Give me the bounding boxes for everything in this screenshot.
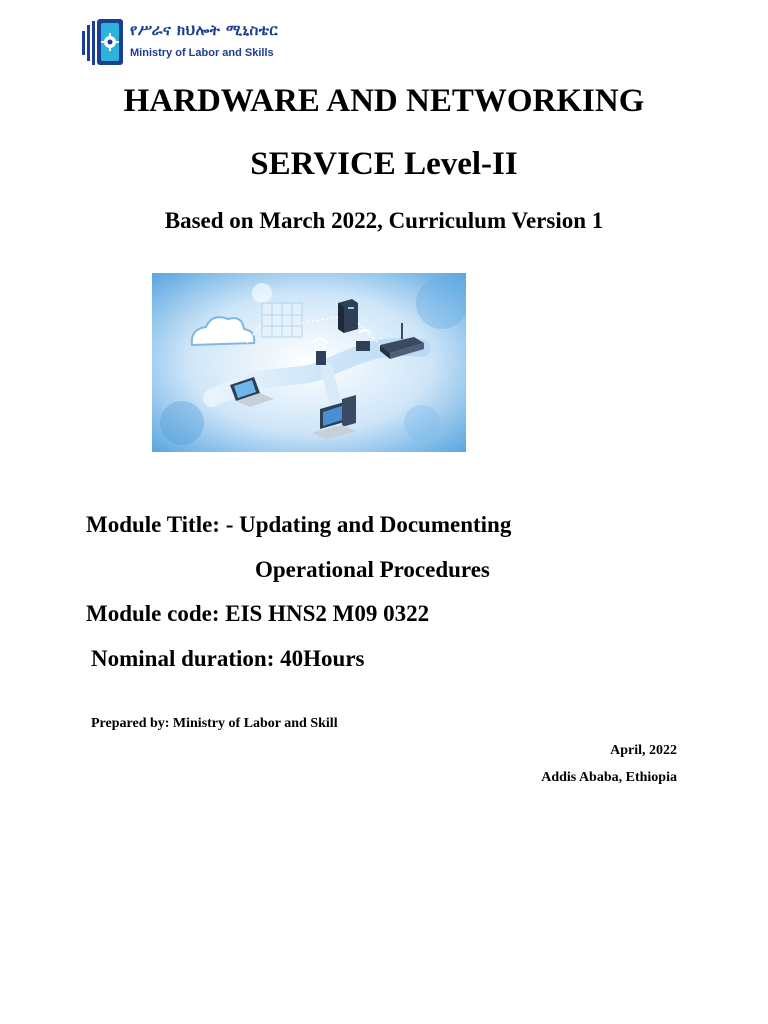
module-code: Module code: EIS HNS2 M09 0322: [86, 601, 430, 626]
ministry-logo: [82, 17, 282, 69]
server-icon: [338, 299, 358, 333]
publication-place: Addis Ababa, Ethiopia: [541, 770, 677, 785]
document-title-line1: HARDWARE AND NETWORKING: [123, 83, 645, 119]
logo-english-text: Ministry of Labor and Skills: [130, 47, 274, 59]
document-subtitle: Based on March 2022, Curriculum Version 1: [164, 208, 604, 233]
module-title: Module Title: - Updating and Documenting: [86, 512, 512, 537]
logo-amharic-text: የሥራና ክህሎት ሚኒስቴር: [130, 21, 279, 39]
prepared-by: Prepared by: Ministry of Labor and Skill: [91, 716, 338, 731]
module-title-continuation: Operational Procedures: [255, 557, 490, 582]
document-title-line2: SERVICE Level-II: [250, 146, 518, 182]
network-illustration: [152, 273, 466, 452]
publication-date: April, 2022: [610, 743, 677, 758]
nominal-duration: Nominal duration: 40Hours: [91, 646, 365, 671]
ministry-emblem-icon: [82, 17, 126, 67]
